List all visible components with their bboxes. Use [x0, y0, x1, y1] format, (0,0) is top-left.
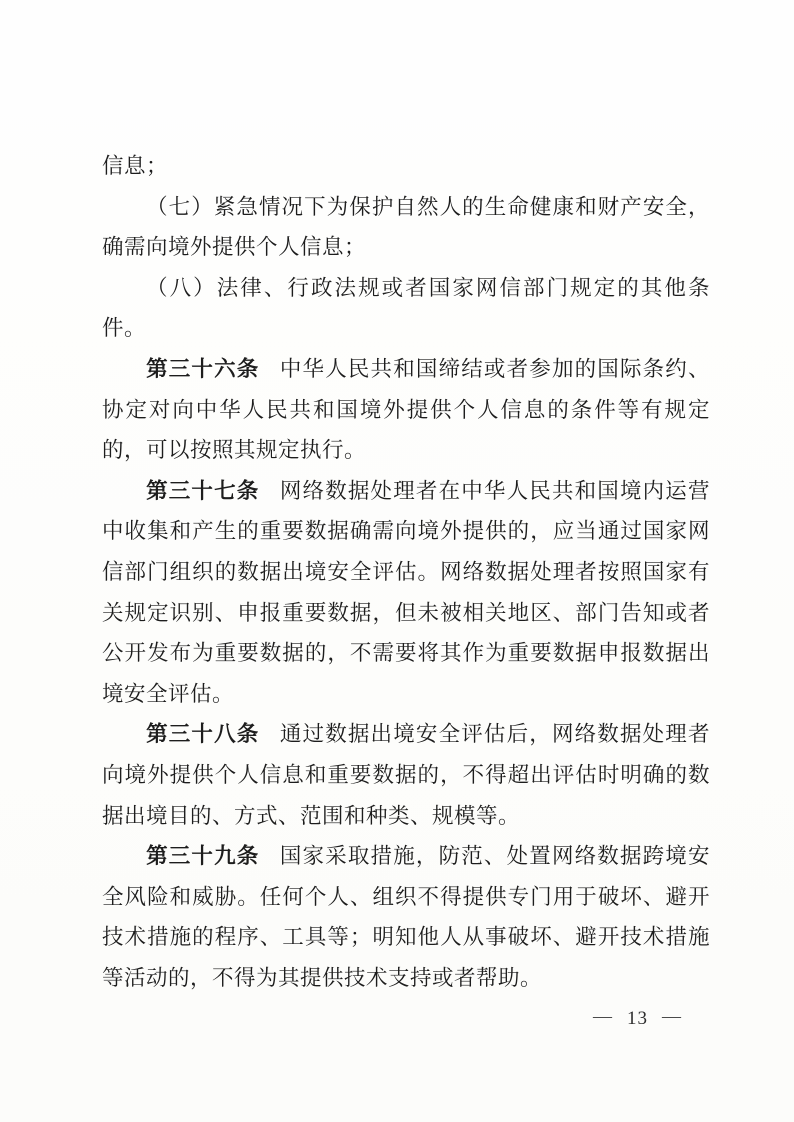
paragraph-item-eight: （八）法律、行政法规或者国家网信部门规定的其他条件。 [102, 275, 710, 341]
article-38-label: 第三十八条 [146, 722, 260, 747]
page-number-footer [593, 1008, 682, 1030]
article-36-label: 第三十六条 [146, 356, 260, 381]
article-38-text: 通过数据出境安全评估后，网络数据处理者向境外提供个人信息和重要数据的，不得超出评估时明确的数据出境目的、方式、范围和种类、规模等。 [102, 722, 710, 828]
article-37-label: 第三十七条 [146, 478, 260, 503]
document-body [102, 146, 710, 998]
paragraph-article-37 [102, 471, 710, 715]
article-39-label: 第三十九条 [146, 844, 260, 869]
page-number: 13 [627, 1008, 648, 1029]
footer-right-dash: — [662, 1006, 682, 1027]
paragraph-article-36 [102, 349, 710, 471]
footer-left-dash: — [593, 1006, 613, 1027]
article-39-text: 国家采取措施，防范、处置网络数据跨境安全风险和威胁。任何个人、组织不得提供专门用于破坏、避开技术措施的程序、工具等；明知他人从事破坏、避开技术措施等活动的，不得为其提供技术支持或者帮助。 [102, 844, 710, 990]
article-36-text: 中华人民共和国缔结或者参加的国际条约、协定对向中华人民共和国境外提供个人信息的条件等有规定的，可以按照其规定执行。 [102, 356, 710, 463]
paragraph-continuation: 信息； [102, 154, 169, 178]
article-37-text: 网络数据处理者在中华人民共和国境内运营中收集和产生的重要数据确需向境外提供的，应当通过国家网信部门组织的数据出境安全评估。网络数据处理者按照国家有关规定识别、申报重要数据，但未被相关地区、部门告知或者公开发布为重要数据的，不需要将其作为重要数据申报数据出境安全评估。 [102, 478, 710, 706]
paragraph-article-39 [102, 836, 710, 998]
paragraph-article-38 [102, 714, 710, 836]
paragraph-item-seven: （七）紧急情况下为保护自然人的生命健康和财产安全，确需向境外提供个人信息； [102, 194, 710, 260]
